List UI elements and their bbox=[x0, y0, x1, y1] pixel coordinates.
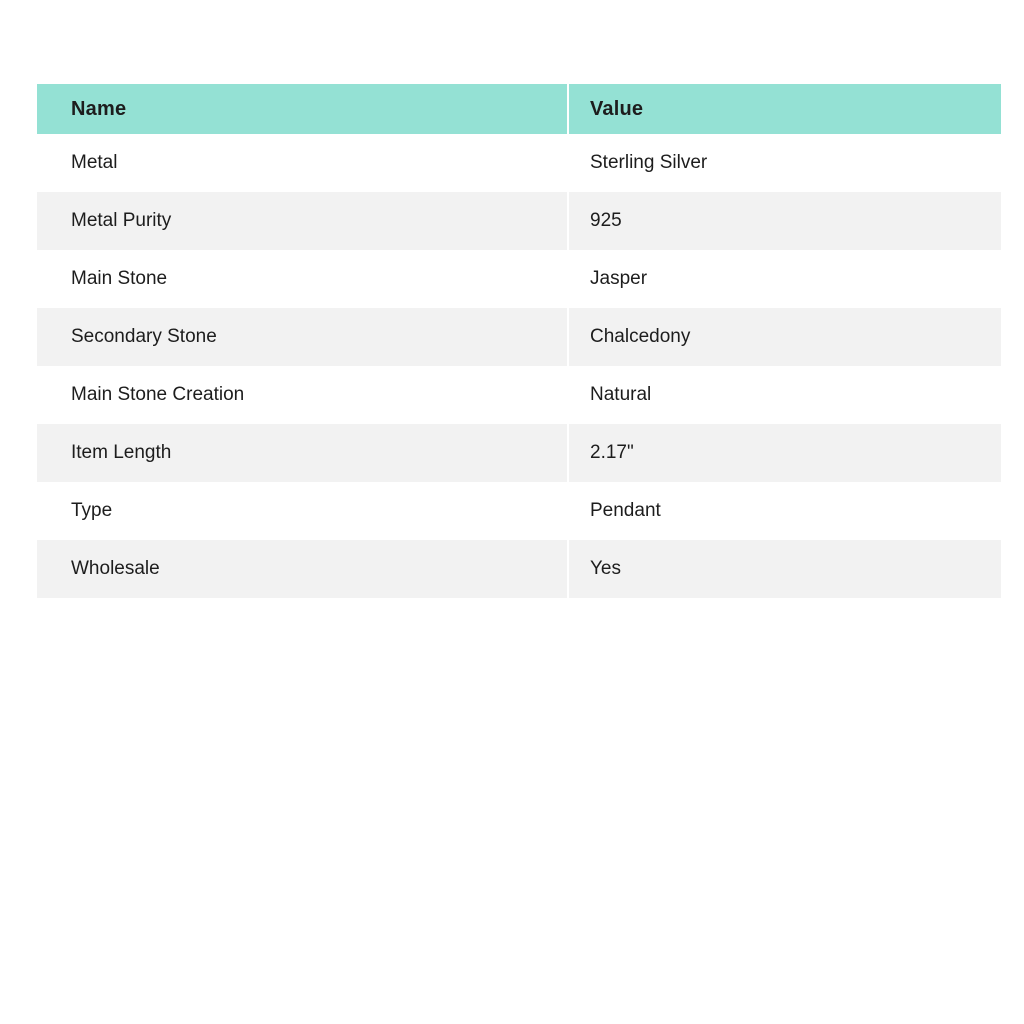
table-row bbox=[37, 250, 1001, 308]
spec-name: Main Stone Creation bbox=[37, 366, 568, 424]
spec-name: Item Length bbox=[37, 424, 568, 482]
spec-value: 2.17" bbox=[568, 424, 1001, 482]
product-specs-table bbox=[37, 84, 1001, 598]
table-header-row bbox=[37, 84, 1001, 134]
table-row bbox=[37, 366, 1001, 424]
spec-value: Yes bbox=[568, 540, 1001, 598]
spec-name: Main Stone bbox=[37, 250, 568, 308]
spec-value: Pendant bbox=[568, 482, 1001, 540]
table-row bbox=[37, 192, 1001, 250]
column-header-value: Value bbox=[568, 84, 1001, 134]
spec-name: Type bbox=[37, 482, 568, 540]
table-row bbox=[37, 482, 1001, 540]
table-row bbox=[37, 134, 1001, 192]
spec-value: Natural bbox=[568, 366, 1001, 424]
spec-name: Metal Purity bbox=[37, 192, 568, 250]
table-row bbox=[37, 540, 1001, 598]
spec-value: Sterling Silver bbox=[568, 134, 1001, 192]
spec-value: Chalcedony bbox=[568, 308, 1001, 366]
spec-name: Secondary Stone bbox=[37, 308, 568, 366]
spec-name: Wholesale bbox=[37, 540, 568, 598]
spec-value: Jasper bbox=[568, 250, 1001, 308]
column-header-name: Name bbox=[37, 84, 568, 134]
spec-value: 925 bbox=[568, 192, 1001, 250]
table-row bbox=[37, 424, 1001, 482]
spec-name: Metal bbox=[37, 134, 568, 192]
table-row bbox=[37, 308, 1001, 366]
